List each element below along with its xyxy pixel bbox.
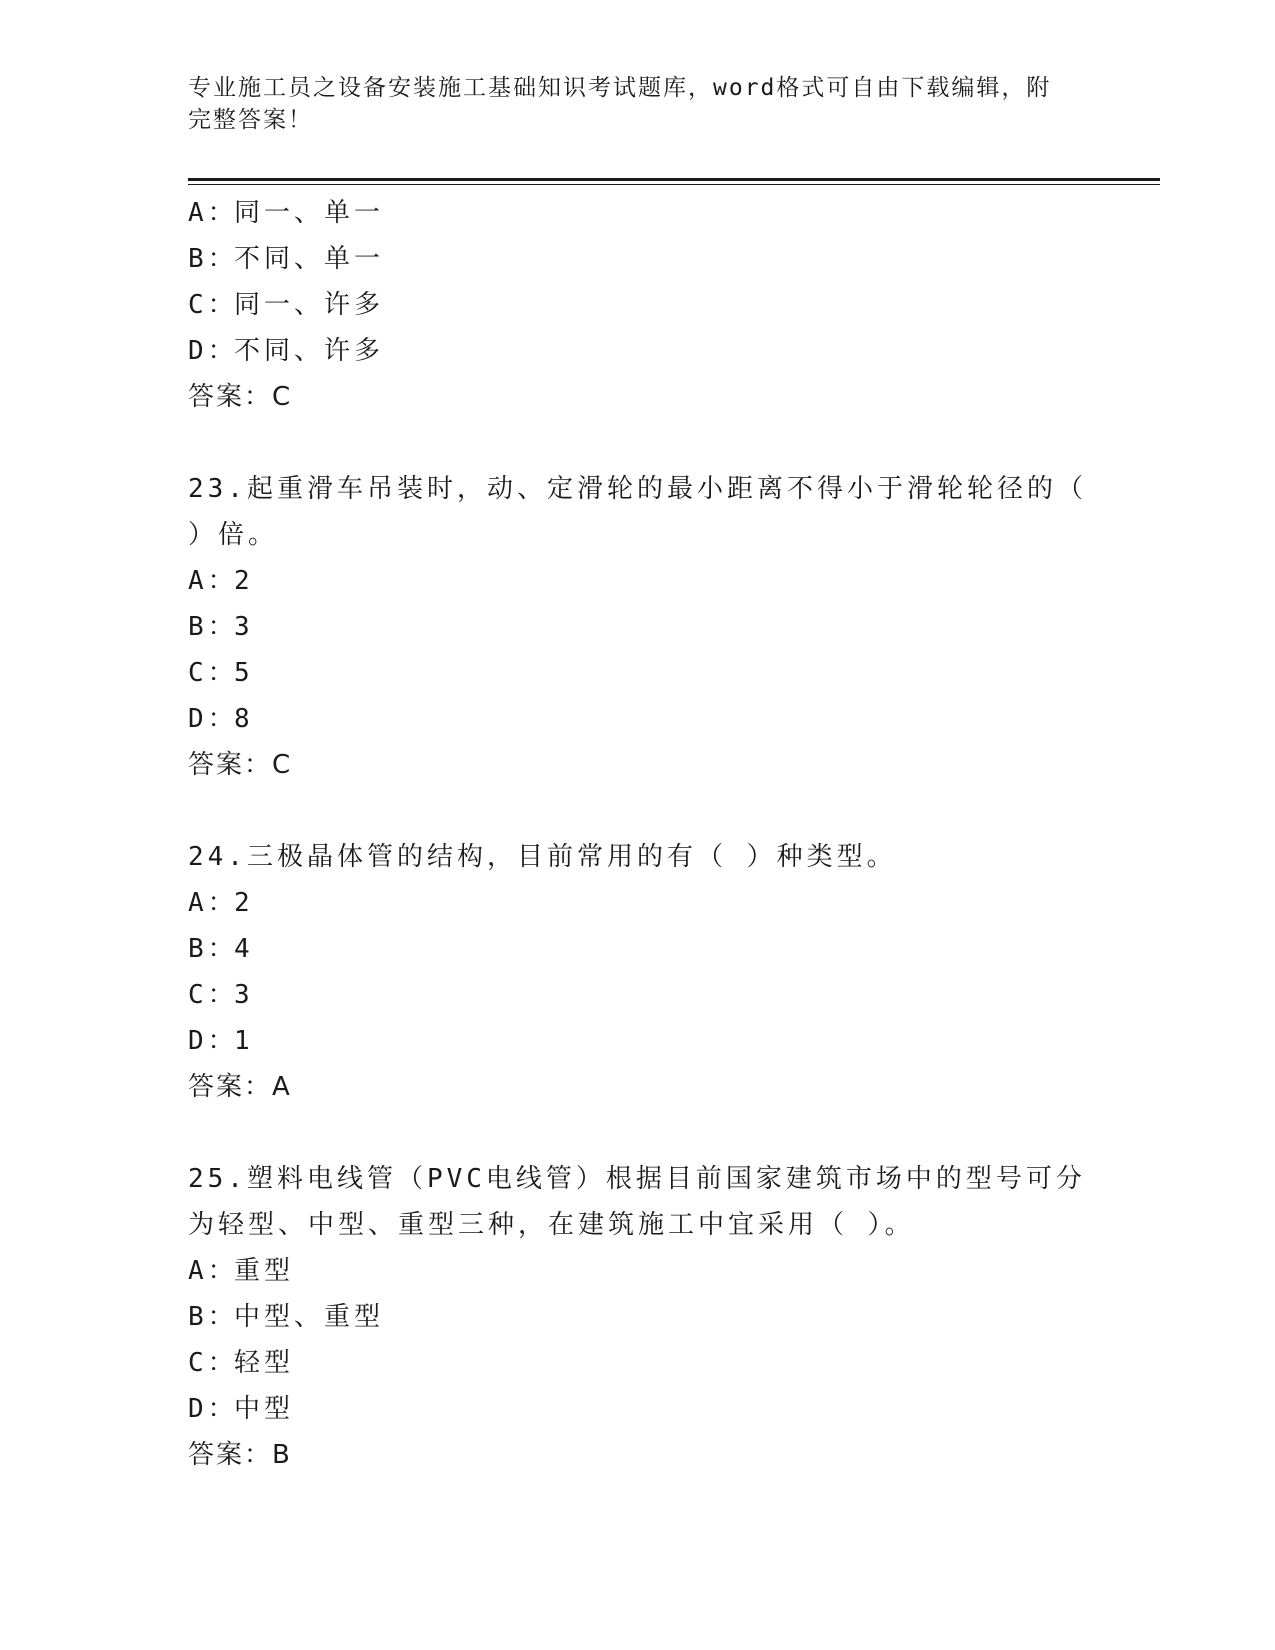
answer-line: 答案：A — [188, 1072, 292, 1102]
spacer — [188, 788, 1088, 834]
header-divider-thin — [188, 184, 1160, 185]
header-divider — [188, 178, 1160, 181]
document-header: 专业施工员之设备安装施工基础知识考试题库，word格式可自由下载编辑，附完整答案！ — [188, 75, 1052, 133]
answer-line: 答案：C — [188, 750, 293, 780]
question-content — [188, 190, 1088, 1478]
option-a: A：2 — [188, 888, 254, 918]
option-b: B：中型、重型 — [188, 1302, 385, 1332]
option-b: B：不同、单一 — [188, 244, 385, 274]
option-b: B：4 — [188, 934, 254, 964]
option-c: C：5 — [188, 658, 254, 688]
answer-line: 答案：B — [188, 1440, 292, 1470]
question-block-25 — [188, 1156, 1088, 1478]
spacer — [188, 420, 1088, 466]
question-block-23 — [188, 466, 1088, 788]
option-c: C：同一、许多 — [188, 290, 385, 320]
option-d: D：8 — [188, 704, 254, 734]
option-d: D：不同、许多 — [188, 336, 385, 366]
option-b: B：3 — [188, 612, 254, 642]
option-a: A：重型 — [188, 1256, 295, 1286]
option-d: D：1 — [188, 1026, 254, 1056]
option-a: A：同一、单一 — [188, 198, 385, 228]
prev-question-block — [188, 190, 1088, 420]
answer-line: 答案：C — [188, 382, 293, 412]
question-block-24 — [188, 834, 1088, 1110]
option-d: D：中型 — [188, 1394, 295, 1424]
option-c: C：轻型 — [188, 1348, 295, 1378]
question-text: 23.起重滑车吊装时，动、定滑轮的最小距离不得小于滑轮轮径的（ ）倍。 — [188, 474, 1087, 550]
question-text: 25.塑料电线管（PVC电线管）根据目前国家建筑市场中的型号可分为轻型、中型、重型三种，在建筑施工中宜采用（ ）。 — [188, 1164, 1086, 1240]
option-c: C：3 — [188, 980, 254, 1010]
question-text: 24.三极晶体管的结构，目前常用的有（ ）种类型。 — [188, 842, 897, 872]
option-a: A：2 — [188, 566, 254, 596]
spacer — [188, 1110, 1088, 1156]
